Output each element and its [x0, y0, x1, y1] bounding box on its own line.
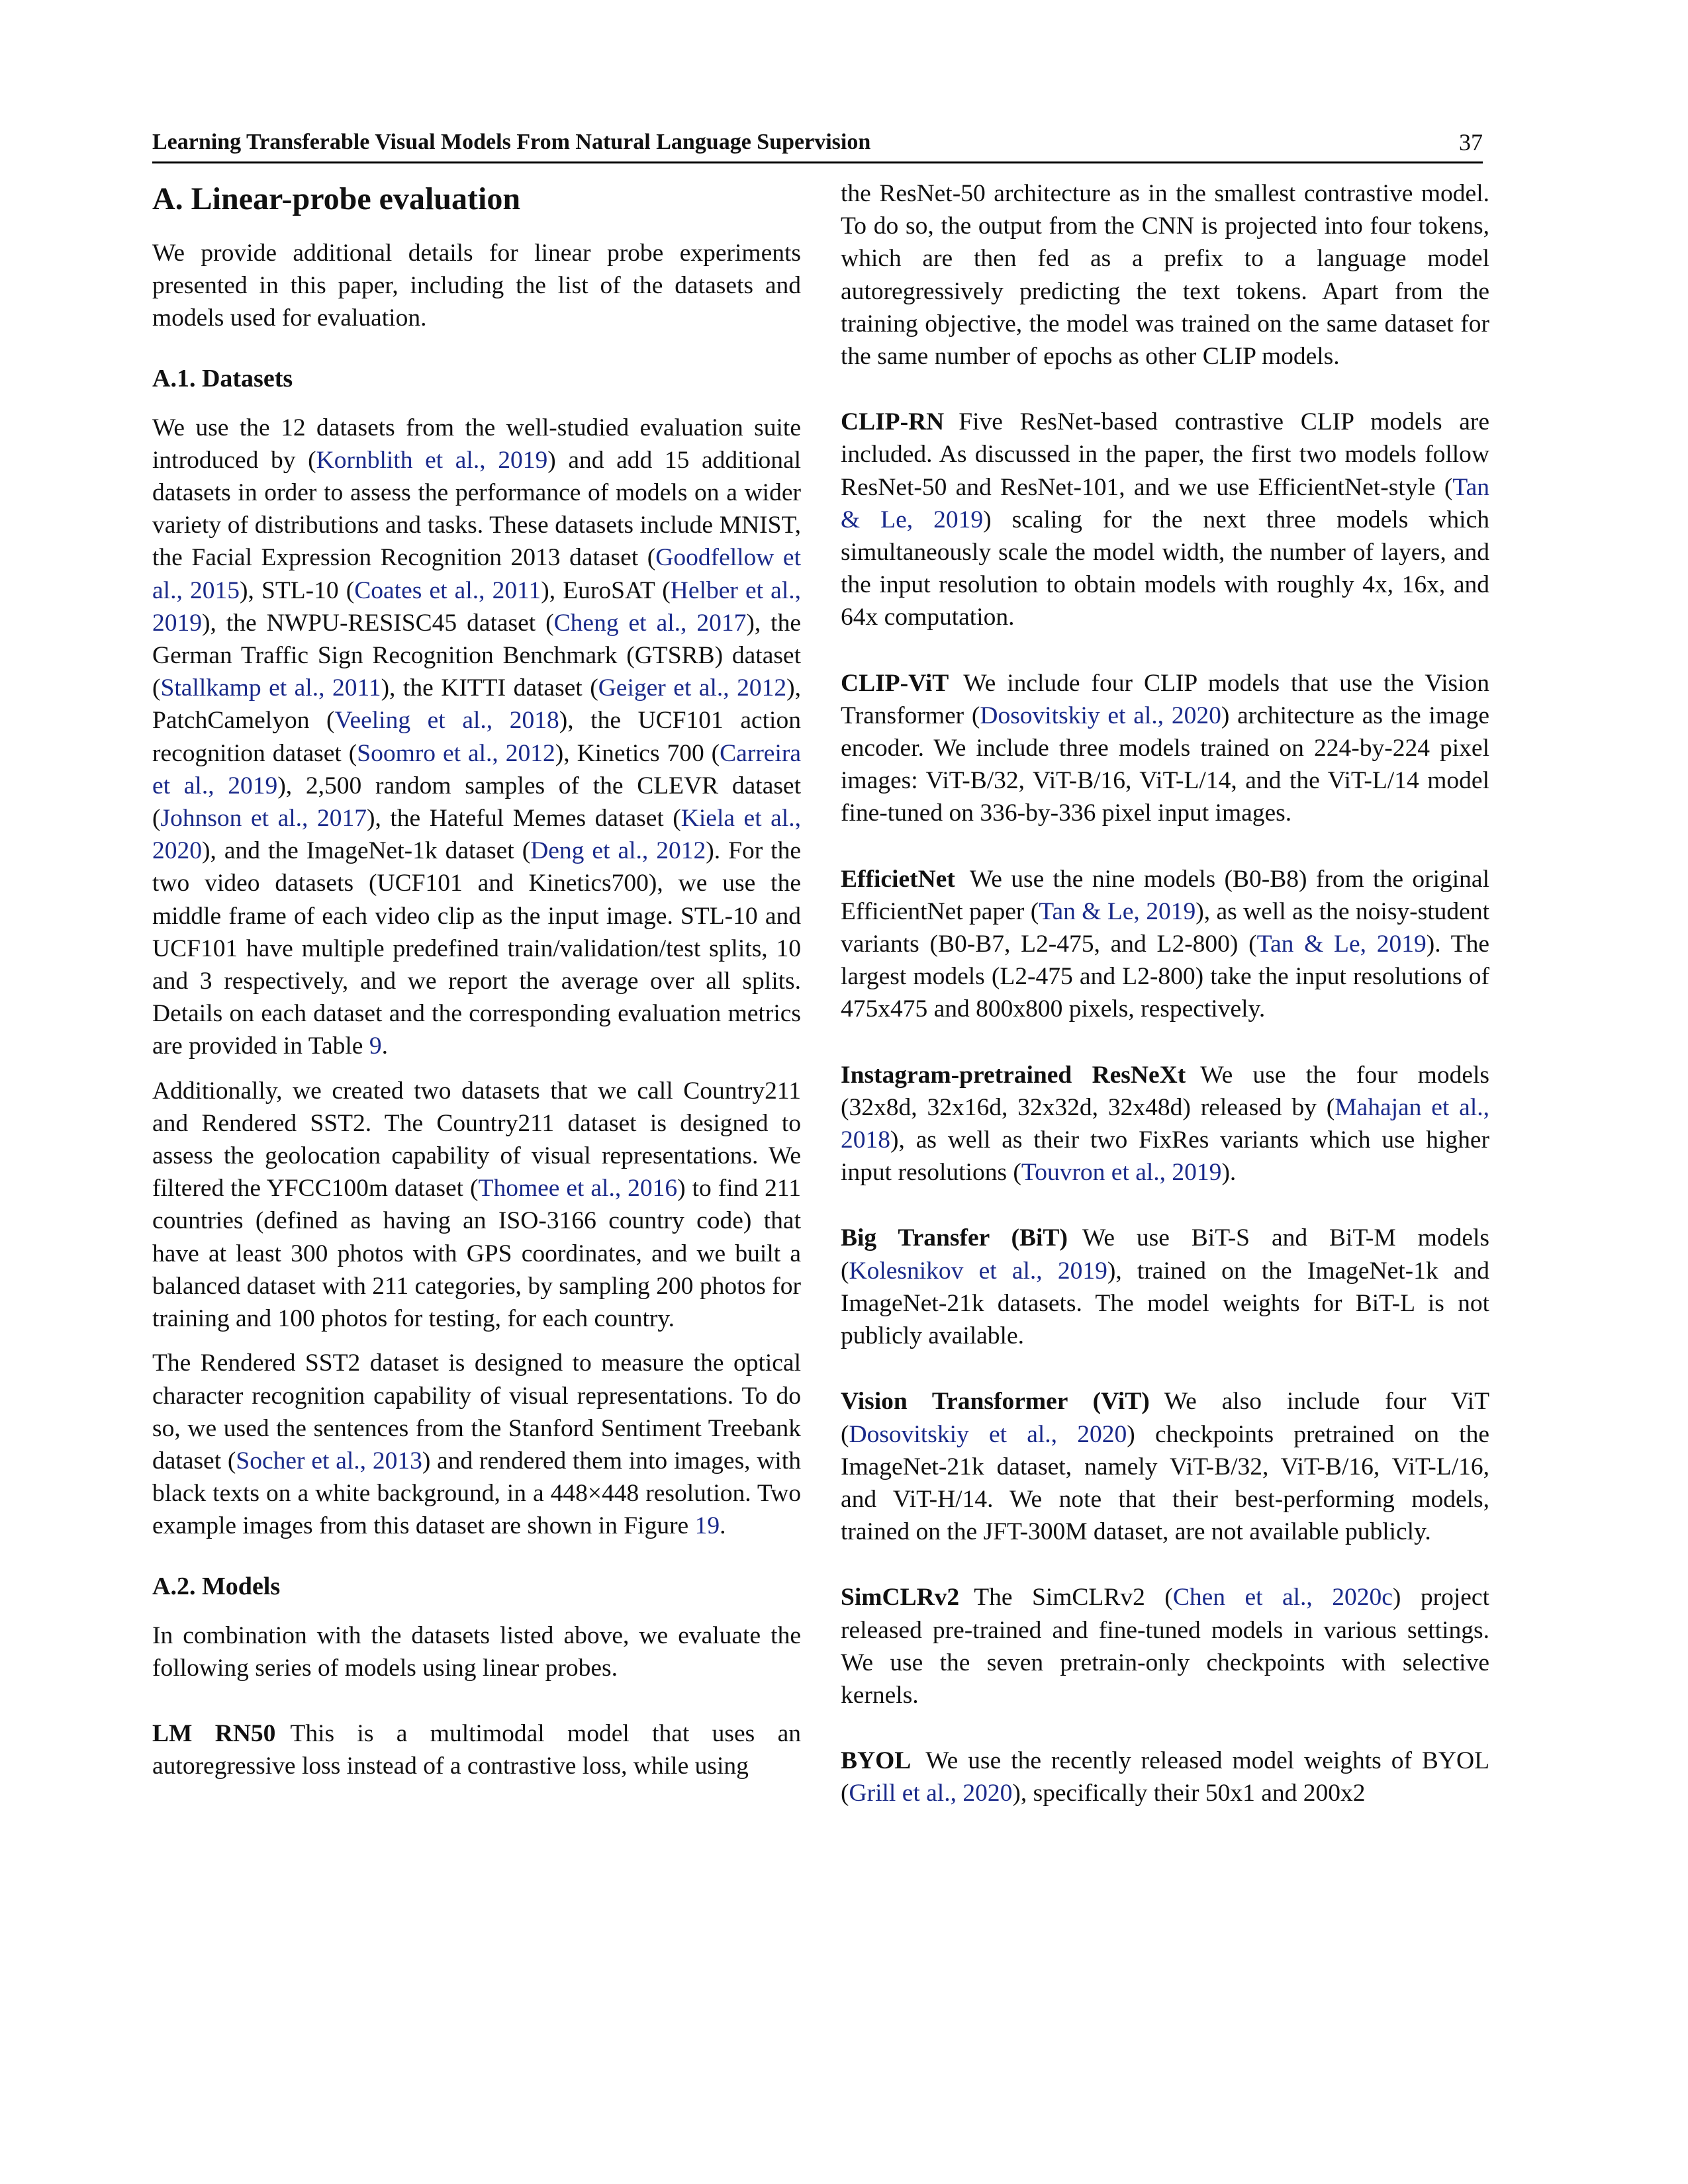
- text-run: ), the KITTI dataset (: [381, 674, 598, 702]
- right-column: [841, 177, 1489, 1822]
- citation-link[interactable]: Tan & Le, 2019: [1256, 931, 1427, 958]
- text-run: ), and the ImageNet-1k dataset (: [202, 837, 531, 865]
- text-run: We include four CLIP models that use the Vision Transformer (: [841, 669, 1489, 729]
- model-section-heading: Instagram-pretrained ResNeXt: [841, 1061, 1186, 1089]
- model-section-heading: Big Transfer (BiT): [841, 1224, 1068, 1252]
- citation-link[interactable]: Tan & Le, 2019: [841, 473, 1489, 533]
- citation-link[interactable]: Dosovitskiy et al., 2020: [849, 1420, 1127, 1448]
- text-run: ), the German Traffic Sign Recognition Benchmark (GTSRB) dataset (: [152, 609, 801, 702]
- citation-link[interactable]: Touvron et al., 2019: [1021, 1159, 1222, 1187]
- text-run: ) and add 15 additional datasets in order to assess the performance of models on a wider variety of distributions and tasks. These datasets include MNIST, the Facial Expression Recognition 2013 dataset (: [152, 446, 802, 572]
- model-section-heading: CLIP-ViT: [841, 669, 949, 697]
- left-column: [152, 177, 801, 1794]
- citation-link[interactable]: 19: [694, 1512, 720, 1540]
- text-run: ), the Hateful Memes dataset (: [366, 805, 681, 833]
- citation-link[interactable]: Kiela et al., 2020: [152, 805, 801, 865]
- text-run: We use the 12 datasets from the well-studied evaluation suite introduced by (: [152, 414, 801, 474]
- text-run: ). For the two video datasets (UCF101 and Kinetics700), we use the middle frame of each video clip as the input image. STL-10 and UCF101 have multiple predefined train/validation/test splits, 10 and 3 respectively, and we report the average over all splits. Details on each dataset and the corresponding evaluation metrics are provided in Table: [152, 837, 801, 1060]
- citation-link[interactable]: Grill et al., 2020: [849, 1780, 1013, 1807]
- citation-link[interactable]: Geiger et al., 2012: [598, 674, 787, 702]
- citation-link[interactable]: Dosovitskiy et al., 2020: [980, 702, 1221, 729]
- model-section: [841, 1745, 1489, 1809]
- lm-rn50-text: This is a multimodal model that uses an autoregressive loss instead of a contrastive loss, while using: [152, 1719, 801, 1780]
- citation-link[interactable]: Tan & Le, 2019: [1039, 897, 1196, 925]
- text-run: We use the recently released model weights of BYOL (: [841, 1747, 1489, 1807]
- text-run: ), trained on the ImageNet-1k and ImageNet-21k datasets. The model weights for BiT-L is not publicly available.: [841, 1257, 1489, 1350]
- text-run: We use BiT-S and BiT-M models (: [841, 1224, 1489, 1285]
- model-section: [841, 1059, 1489, 1189]
- text-run: .: [381, 1032, 388, 1060]
- citation-link[interactable]: Goodfellow et al., 2015: [152, 544, 801, 604]
- text-run: .: [720, 1512, 726, 1540]
- text-run: ), STL-10 (: [239, 576, 355, 604]
- model-section-heading: Vision Transformer (ViT): [841, 1388, 1150, 1416]
- text-run: The SimCLRv2 (: [974, 1584, 1173, 1612]
- model-section-heading: SimCLRv2: [841, 1584, 960, 1612]
- header-rule: [152, 161, 1483, 163]
- text-run: ), specifically their 50x1 and 200x2: [1012, 1780, 1366, 1807]
- citation-link[interactable]: Johnson et al., 2017: [160, 805, 367, 833]
- citation-link[interactable]: Coates et al., 2011: [354, 576, 541, 604]
- text-run: ) and rendered them into images, with black texts on a white background, in a 448×448 resolution. Two example images from this dataset are shown in Figure: [152, 1447, 802, 1540]
- citation-link[interactable]: Carreira et al., 2019: [152, 739, 801, 799]
- citation-link[interactable]: Stallkamp et al., 2011: [160, 674, 381, 702]
- models-intro: In combination with the datasets listed above, we evaluate the following series of models using linear probes.: [152, 1621, 801, 1682]
- datasets-heading: A.1. Datasets: [152, 364, 293, 392]
- text-run: ). The largest models (L2-475 and L2-800) take the input resolutions of 475x475 and 800x800 pixels, respectively.: [841, 931, 1489, 1023]
- text-run: ), EuroSAT (: [541, 576, 671, 604]
- text-run: ), Kinetics 700 (: [555, 739, 720, 767]
- model-section: [841, 863, 1489, 1026]
- citation-link[interactable]: Chen et al., 2020c: [1172, 1584, 1393, 1612]
- text-run: ), as well as the noisy-student variants (B0-B7, L2-475, and L2-800) (: [841, 897, 1489, 958]
- running-title: Learning Transferable Visual Models From Natural Language Supervision: [152, 130, 871, 154]
- text-run: ) to find 211 countries (defined as having an ISO-3166 country code) that have at least 300 photos with GPS coordinates, and we built a balanced dataset with 211 categories, by sampling 200 photos for training and 100 photos for testing, for each country.: [152, 1175, 801, 1333]
- text-run: Five ResNet-based contrastive CLIP models are included. As discussed in the paper, the first two models follow ResNet-50 and ResNet-101, and we use EfficientNet-style (: [841, 408, 1489, 501]
- text-run: We use the four models (32x8d, 32x16d, 32x32d, 32x48d) released by (: [841, 1061, 1489, 1121]
- text-run: ) architecture as the image encoder. We include three models trained on 224-by-224 pixel images: ViT-B/32, ViT-B/16, ViT-L/14, and the ViT-L/14 model fine-tuned on 336-by-336 pixel input images.: [841, 702, 1490, 827]
- model-section-heading: BYOL: [841, 1747, 912, 1775]
- text-run: ) checkpoints pretrained on the ImageNet-21k dataset, namely ViT-B/32, ViT-B/16, ViT-L/16, and ViT-H/14. We note that their best-performing models, trained on the JFT-300M dataset, are not available publicly.: [841, 1420, 1489, 1546]
- lm-rn50-paragraph: [152, 1717, 801, 1782]
- citation-link[interactable]: Veeling et al., 2018: [334, 707, 559, 735]
- text-run: ) scaling for the next three models which simultaneously scale the model width, the number of layers, and the input resolution to obtain models with roughly 4x, 16x, and 64x computation.: [841, 506, 1489, 631]
- models-heading: A.2. Models: [152, 1572, 281, 1600]
- model-section: [841, 1385, 1489, 1548]
- datasets-paragraph-1: [152, 412, 801, 1063]
- model-section: [841, 1581, 1489, 1711]
- lm-rn50-heading: LM RN50: [152, 1719, 276, 1747]
- citation-link[interactable]: Cheng et al., 2017: [553, 609, 747, 637]
- text-run: ) project released pre-trained and fine-tuned models in various settings. We use the seven pretrain-only checkpoints with selective kernels.: [841, 1584, 1489, 1709]
- citation-link[interactable]: Mahajan et al., 2018: [841, 1093, 1489, 1154]
- text-run: ), PatchCamelyon (: [152, 674, 801, 735]
- lm-rn50-continued: the ResNet-50 architecture as in the smallest contrastive model. To do so, the output from the CNN is projected into four tokens, which are then fed as a prefix to a language model autoregressively predicting the text tokens. Apart from the training objective, the model was trained on the same dataset for the same number of epochs as other CLIP models.: [841, 180, 1489, 371]
- citation-link[interactable]: Deng et al., 2012: [530, 837, 706, 865]
- text-run: We use the nine models (B0-B8) from the original EfficientNet paper (: [841, 865, 1489, 925]
- text-run: ), the NWPU-RESISC45 dataset (: [202, 609, 554, 637]
- citation-link[interactable]: 9: [369, 1032, 382, 1060]
- text-run: The Rendered SST2 dataset is designed to measure the optical character recognition capability of visual representations. To do so, we used the sentences from the Stanford Sentiment Treebank dataset (: [152, 1349, 801, 1475]
- intro-paragraph: We provide additional details for linear probe experiments presented in this paper, including the list of the datasets and models used for evaluation.: [152, 240, 801, 332]
- text-run: ), as well as their two FixRes variants which use higher input resolutions (: [841, 1126, 1489, 1187]
- citation-link[interactable]: Kornblith et al., 2019: [316, 446, 548, 474]
- citation-link[interactable]: Thomee et al., 2016: [478, 1175, 678, 1203]
- datasets-paragraph-2: [152, 1075, 801, 1336]
- model-section-heading: EfficietNet: [841, 865, 955, 893]
- text-run: ), the UCF101 action recognition dataset (: [152, 707, 801, 767]
- datasets-paragraph-3: [152, 1347, 801, 1542]
- model-section: [841, 667, 1489, 830]
- model-sections: [841, 406, 1489, 1809]
- text-run: ).: [1221, 1159, 1237, 1187]
- page-number: 37: [1459, 129, 1483, 156]
- text-run: ), 2,500 random samples of the CLEVR dataset (: [152, 772, 801, 833]
- running-header: [152, 126, 1483, 159]
- model-section-heading: CLIP-RN: [841, 408, 945, 436]
- citation-link[interactable]: Helber et al., 2019: [152, 576, 801, 637]
- text-run: We also include four ViT (: [841, 1388, 1489, 1448]
- citation-link[interactable]: Socher et al., 2013: [236, 1447, 422, 1475]
- text-run: Additionally, we created two datasets that we call Country211 and Rendered SST2. The Country211 dataset is designed to assess the geolocation capability of visual representations. We filtered the YFCC100m dataset (: [152, 1077, 801, 1203]
- citation-link[interactable]: Kolesnikov et al., 2019: [849, 1257, 1107, 1285]
- citation-link[interactable]: Soomro et al., 2012: [357, 739, 555, 767]
- model-section: [841, 1222, 1489, 1352]
- model-section: [841, 406, 1489, 633]
- section-title: A. Linear-probe evaluation: [152, 181, 521, 216]
